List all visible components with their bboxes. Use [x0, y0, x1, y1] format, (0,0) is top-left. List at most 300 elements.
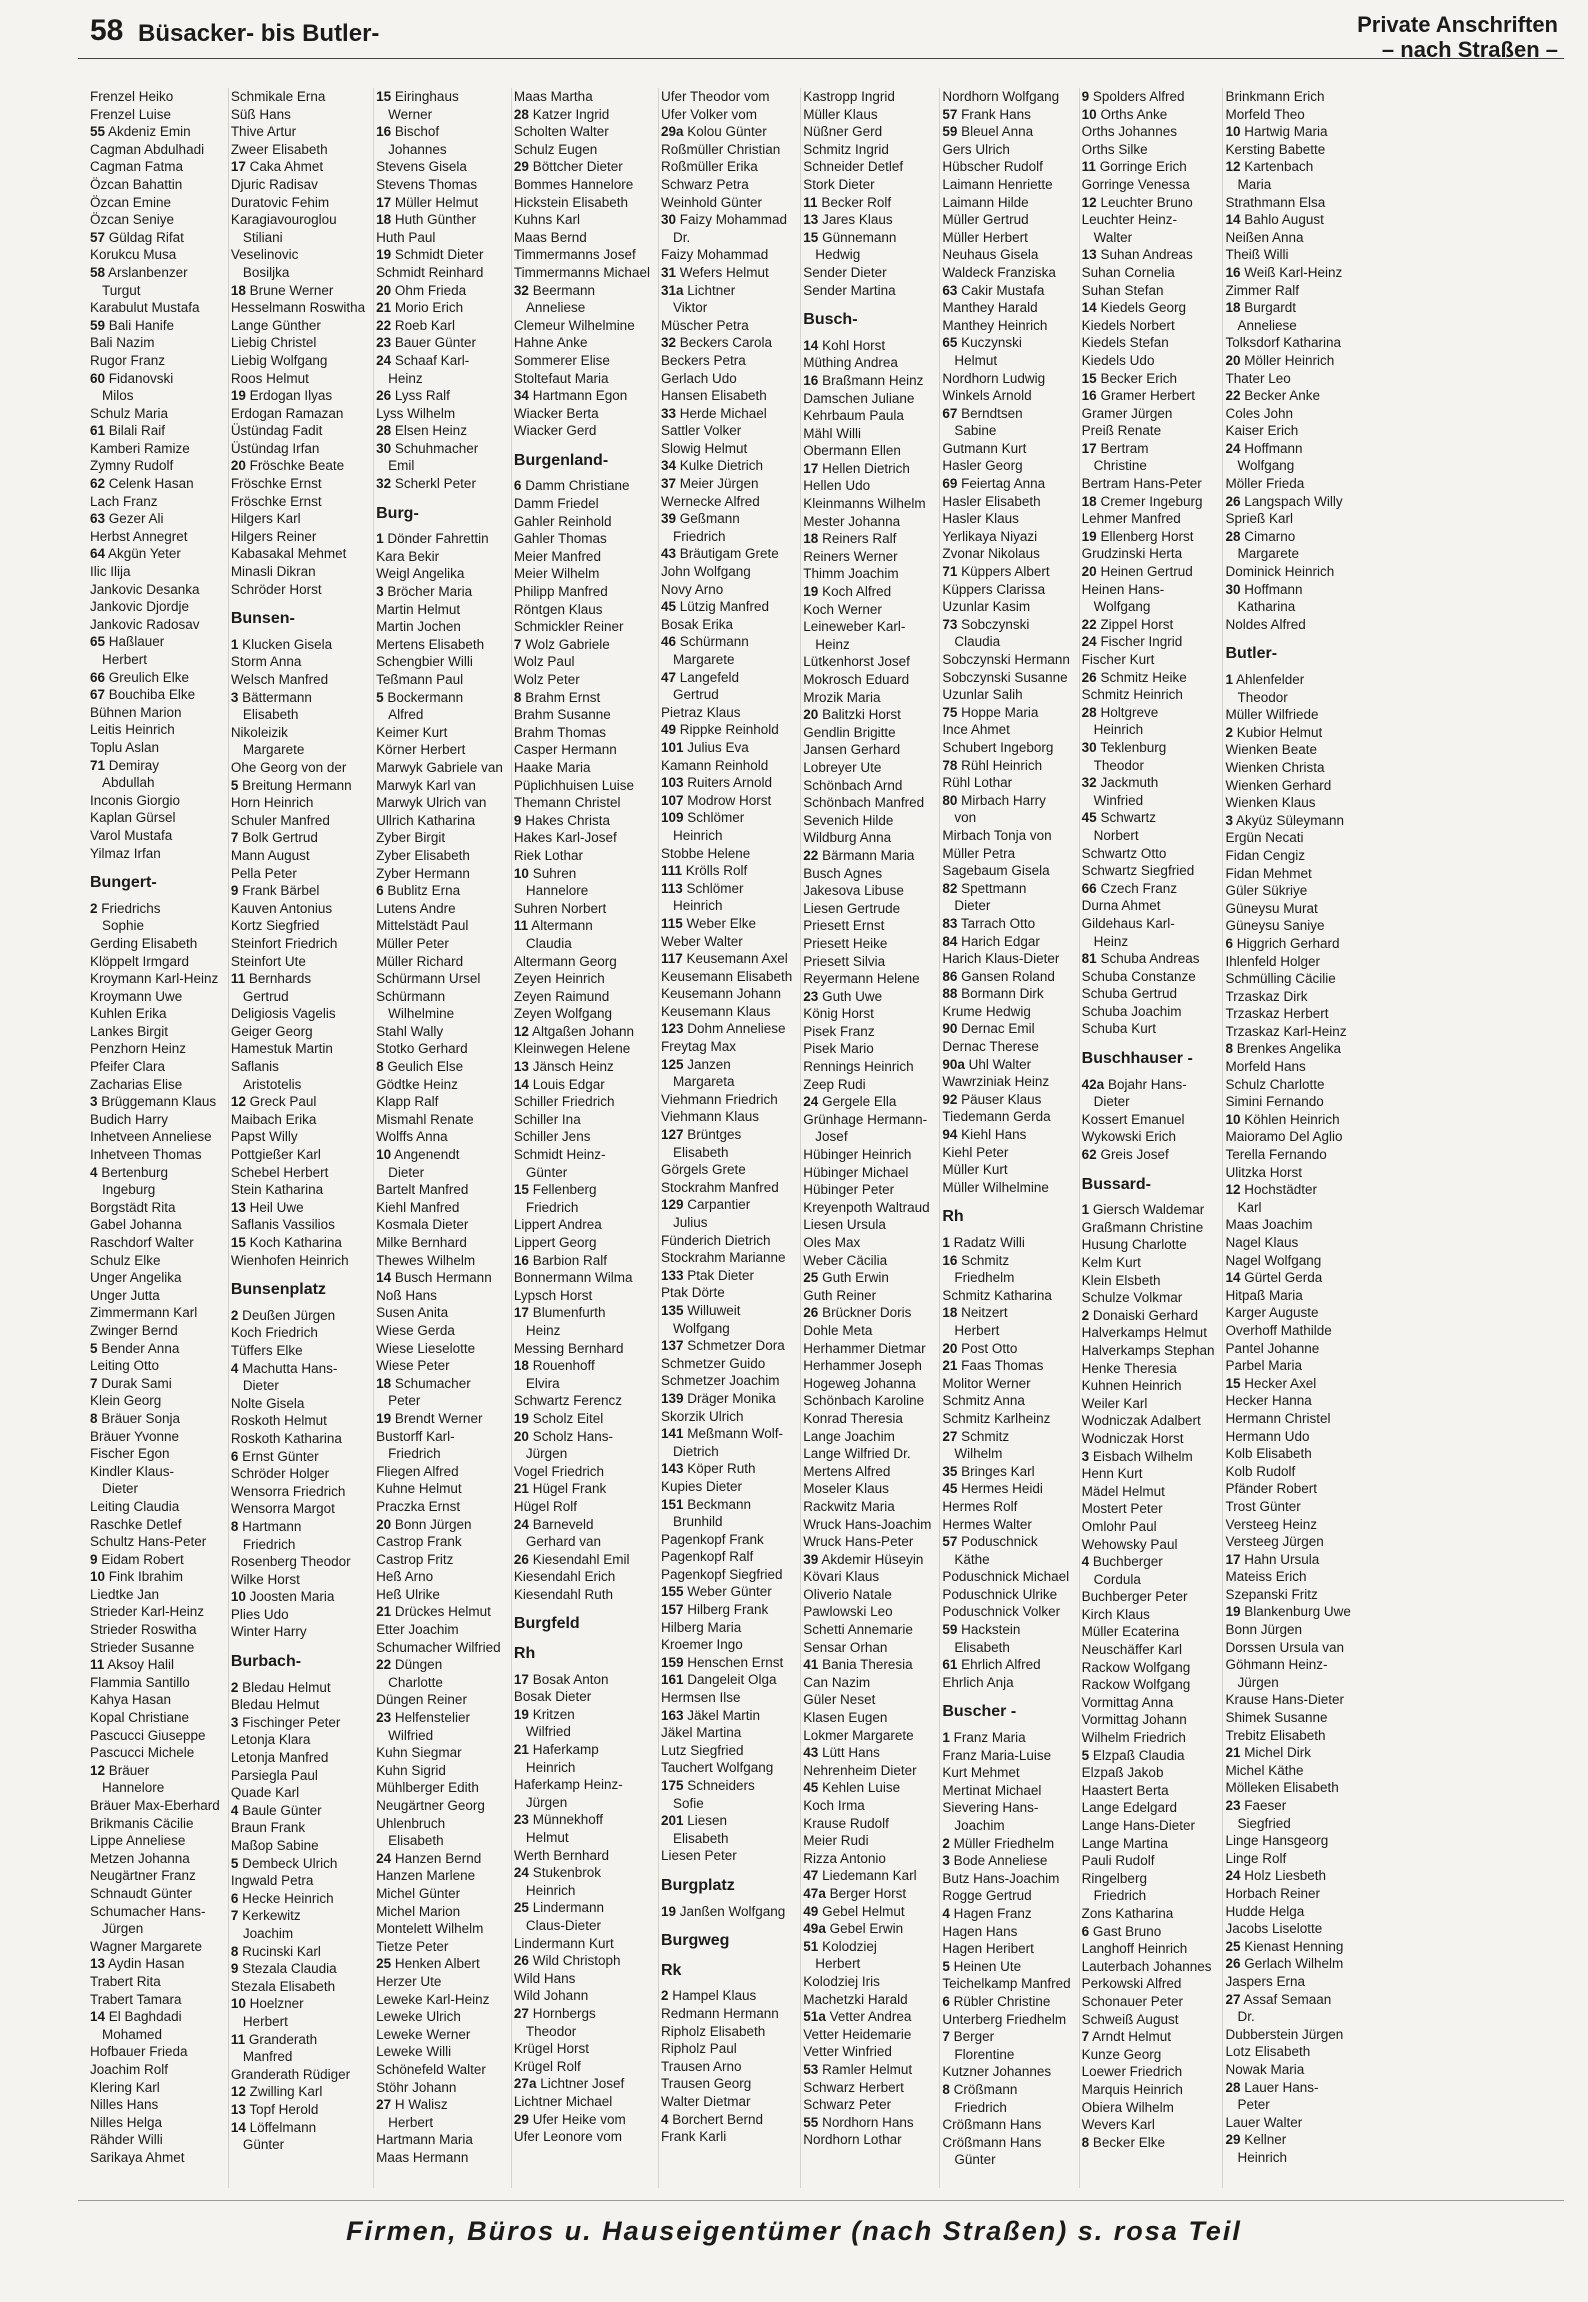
resident-entry: Linge Hansgeorg [1225, 1833, 1329, 1849]
resident-entry: Koch Irma [803, 1798, 865, 1813]
resident-entry: Müller Wilhelmine [942, 1179, 1049, 1195]
resident-entry: Wienken Beate [1225, 742, 1318, 758]
house-number: 4 [90, 1164, 98, 1180]
resident-entry: 19 Erdogan Ilyas [230, 388, 333, 404]
house-number: 12 [1081, 194, 1097, 210]
resident-entry: Gabel Johanna [90, 1217, 182, 1233]
resident-entry: Reyermann Helene [803, 971, 920, 987]
street-heading: Burgweg [660, 1932, 730, 1950]
entry-continuation: Friedrich [388, 1446, 441, 1462]
resident-entry: Schwartz Otto [1081, 845, 1167, 861]
resident-entry: Sender Martina [803, 282, 896, 298]
resident-entry: Özcan Emine [90, 194, 172, 210]
house-number: 3 [230, 689, 239, 705]
resident-entry: Wild Hans [513, 1970, 576, 1986]
resident-entry: 21 Drückes Helmut [376, 1604, 491, 1620]
resident-entry: Teßmann Paul [376, 672, 464, 687]
resident-entry: Perkowski Alfred [1081, 1976, 1182, 1992]
resident-entry: Kossert Emanuel [1081, 1111, 1185, 1127]
house-number: 17 [803, 460, 819, 476]
house-number: 58 [90, 264, 106, 280]
resident-entry: 32 Jackmuth [1081, 775, 1159, 791]
resident-entry: Hesselmann Roswitha [230, 300, 366, 316]
house-number: 28 [376, 423, 392, 439]
entry-continuation: Walter [1093, 229, 1133, 245]
house-number: 24 [1225, 1868, 1241, 1884]
resident-entry: Schiller Friedrich [513, 1094, 615, 1110]
resident-entry: Suhan Stefan [1081, 282, 1164, 298]
house-number: 5 [1081, 1747, 1090, 1763]
resident-entry: Stork Dieter [803, 176, 875, 192]
resident-entry: 3 Eisbach Wilhelm [1081, 1448, 1193, 1464]
house-number: 28 [1225, 2079, 1241, 2095]
resident-entry: Koch Friedrich [230, 1325, 318, 1341]
entry-continuation: Theodor [1237, 689, 1288, 705]
resident-entry: Teichelkamp Manfred [942, 1976, 1071, 1992]
house-number: 5 [230, 1855, 239, 1871]
street-heading: Rh [942, 1208, 964, 1226]
resident-entry: Hasler Georg [942, 458, 1023, 474]
house-number: 3 [376, 584, 384, 600]
resident-entry: Schwartz Siegfried [1081, 863, 1195, 879]
house-number: 5 [942, 1958, 950, 1974]
resident-entry: 92 Päuser Klaus [942, 1091, 1042, 1107]
resident-entry: Marwyk Gabriele van [376, 759, 503, 775]
resident-entry: 29 Böttcher Dieter [513, 159, 623, 175]
resident-entry: 2 Deußen Jürgen [230, 1307, 336, 1323]
house-number: 22 [1225, 388, 1241, 404]
resident-entry: Schuba Joachim [1081, 1003, 1182, 1019]
resident-entry: Kelm Kurt [1081, 1255, 1141, 1270]
resident-entry: 26 Brückner Doris [803, 1305, 912, 1321]
house-number: 26 [513, 1953, 529, 1969]
resident-entry: Hogeweg Johanna [803, 1375, 916, 1391]
resident-entry: Hagen Heribert [942, 1941, 1034, 1957]
resident-entry: Thive Artur [230, 124, 297, 140]
resident-entry: Slowig Helmut [660, 440, 748, 456]
resident-entry: 16 Weiß Karl-Heinz [1225, 264, 1343, 280]
house-number: 14 [513, 1076, 529, 1092]
house-number: 20 [803, 707, 819, 723]
resident-entry: Suhren Norbert [513, 900, 607, 916]
entry-continuation: Margarete [1237, 546, 1300, 562]
resident-entry: 43 Bräutigam Grete [660, 546, 779, 562]
resident-entry: Franz Maria-Luise [942, 1747, 1052, 1763]
resident-entry: Strieder Karl-Heinz [90, 1604, 205, 1620]
entry-continuation: Turgut [102, 282, 141, 298]
resident-entry: Schnaudt Günter [90, 1885, 193, 1901]
resident-entry: Michel Günter [376, 1885, 461, 1901]
house-number: 27 [513, 2005, 529, 2021]
house-number: 12 [230, 2084, 246, 2100]
resident-entry: Zeep Rudi [803, 1076, 866, 1092]
resident-entry: 35 Bringes Karl [942, 1463, 1035, 1479]
resident-entry: Sender Dieter [803, 264, 887, 280]
resident-entry: Lange Hans-Dieter [1081, 1818, 1195, 1833]
resident-entry: 15 Becker Erich [1081, 370, 1177, 386]
resident-entry: 17 Hellen Dietrich [803, 460, 910, 476]
resident-entry: Kroemer Ingo [660, 1637, 743, 1653]
resident-entry: 71 Küppers Albert [942, 564, 1050, 580]
resident-entry: Clemeur Wilhelmine [513, 317, 635, 333]
resident-entry: 15 Eiringhaus [376, 89, 459, 104]
entry-continuation: Christine [1093, 458, 1147, 474]
house-number: 6 [1081, 1923, 1090, 1939]
resident-entry: Reiners Werner [803, 548, 898, 564]
house-number: 157 [660, 1602, 684, 1618]
resident-entry: Roßmüller Erika [660, 159, 758, 175]
house-number: 15 [1081, 370, 1097, 386]
street-heading: Rk [660, 1961, 682, 1979]
resident-entry: Skorzik Ulrich [660, 1408, 744, 1424]
house-number: 17 [1225, 1551, 1241, 1567]
resident-entry: Casper Hermann [513, 742, 617, 758]
footer-note: Firmen, Büros u. Hauseigentümer (nach Straßen) s. rosa Teil [346, 2216, 1242, 2246]
resident-entry: Schweiß August [1081, 2011, 1179, 2027]
resident-entry: Zyber Hermann [376, 865, 470, 881]
resident-entry: Klein Elsbeth [1081, 1272, 1161, 1288]
resident-entry: Wilke Horst [230, 1571, 300, 1587]
resident-entry: Castrop Fritz [376, 1551, 454, 1567]
resident-entry: Lauterbach Johannes [1081, 1958, 1212, 1974]
directory-column [1222, 88, 1350, 2188]
resident-entry: 10 Joosten Maria [230, 1589, 335, 1605]
house-number: 109 [660, 810, 684, 826]
resident-entry: Priesett Ernst [803, 918, 885, 934]
resident-entry: Ullrich Katharina [376, 812, 476, 828]
resident-entry: Yilmaz Irfan [90, 845, 161, 861]
resident-entry: Simini Fernando [1225, 1094, 1324, 1110]
resident-entry: 22 Zippel Horst [1081, 616, 1174, 632]
house-number: 10 [230, 1996, 246, 2012]
resident-entry: Bommes Hannelore [513, 176, 634, 192]
resident-entry: Uhlenbruch [376, 1815, 446, 1831]
resident-entry: Winter Harry [230, 1624, 307, 1640]
resident-entry: Maibach Erika [230, 1111, 317, 1127]
resident-entry: Pascucci Michele [90, 1745, 195, 1761]
resident-entry: Nowak Maria [1225, 2061, 1305, 2077]
house-number: 133 [660, 1267, 684, 1283]
resident-entry: Lange Wilfried Dr. [803, 1446, 911, 1462]
resident-entry: Lotz Elisabeth [1225, 2044, 1311, 2060]
resident-entry: 45 Lützig Manfred [660, 599, 770, 615]
resident-entry: Schmidt Reinhard [376, 264, 484, 280]
resident-entry: 111 Krölls Rolf [660, 863, 748, 879]
resident-entry: Mittelstädt Paul [376, 918, 469, 934]
resident-entry: Wienken Christa [1225, 759, 1325, 775]
resident-entry: Kehrbaum Paula [803, 408, 904, 424]
resident-entry: 14 Gürtel Gerda [1225, 1270, 1323, 1286]
entry-continuation: Johannes [388, 141, 447, 157]
resident-entry: Karagiavouroglou [230, 212, 337, 228]
resident-entry: 8 Brenkes Angelika [1225, 1041, 1342, 1057]
resident-entry: 3 Bättermann [230, 689, 312, 705]
entry-continuation: Gertrud [242, 988, 289, 1004]
resident-entry: 37 Meier Jürgen [660, 476, 759, 492]
resident-entry: 6 Ernst Günter [230, 1448, 319, 1464]
house-number: 11 [230, 2031, 246, 2047]
entry-continuation: Viktor [672, 300, 708, 316]
house-number: 71 [90, 757, 106, 773]
resident-entry: 19 Brendt Werner [376, 1410, 483, 1426]
resident-entry: 23 Bauer Günter [376, 335, 476, 351]
house-number: 6 [376, 883, 384, 899]
house-number: 49 [803, 1903, 819, 1919]
house-number: 4 [230, 1802, 239, 1818]
resident-entry: Graßmann Christine [1081, 1219, 1204, 1235]
resident-entry: 20 Balitzki Horst [803, 707, 901, 723]
house-number: 3 [90, 1094, 98, 1110]
resident-entry: Kiedels Stefan [1081, 335, 1169, 351]
resident-entry: Lippe Anneliese [90, 1833, 186, 1849]
house-number: 18 [513, 1358, 529, 1374]
resident-entry: Frenzel Luise [90, 106, 172, 122]
resident-entry: Schonauer Peter [1081, 1993, 1183, 2009]
resident-entry: Kutzner Johannes [942, 2064, 1052, 2080]
house-number: 23 [376, 335, 392, 351]
entry-continuation: Friedrich [525, 1199, 579, 1215]
resident-entry: Nilles Hans [90, 2097, 159, 2113]
resident-entry: 5 Breitung Hermann [230, 777, 352, 793]
resident-entry: Nordhorn Lothar [803, 2132, 902, 2148]
resident-entry: Maas Bernd [513, 229, 587, 245]
house-number: 45 [1081, 810, 1097, 826]
resident-entry: 88 Bormann Dirk [942, 986, 1044, 1002]
resident-entry: 30 Schuhmacher [376, 440, 479, 456]
resident-entry: 90 Dernac Emil [942, 1021, 1035, 1037]
resident-entry: 155 Weber Günter [660, 1584, 772, 1600]
house-number: 4 [942, 1905, 950, 1921]
entry-continuation: Julius [672, 1215, 708, 1230]
resident-entry: Sevenich Hilde [803, 812, 894, 828]
resident-entry: Müller Peter [376, 935, 449, 951]
resident-entry: Kleinmanns Wilhelm [803, 496, 926, 512]
resident-entry: Penzhorn Heinz [90, 1041, 187, 1057]
resident-entry: Sattler Volker [660, 423, 742, 439]
entry-continuation: Claus-Dieter [525, 1917, 601, 1933]
entry-continuation: Cordula [1093, 1571, 1141, 1587]
house-number: 2 [1081, 1307, 1090, 1323]
resident-entry: Hudde Helga [1225, 1903, 1305, 1919]
entry-continuation: Dietrich [672, 1443, 719, 1459]
house-number: 11 [803, 194, 818, 210]
entry-continuation: Heinz [388, 370, 423, 386]
resident-entry: Viehmann Klaus [660, 1109, 760, 1125]
house-number: 47 [660, 669, 676, 685]
house-number: 84 [942, 933, 958, 949]
resident-entry: Trzaskaz Karl-Heinz [1225, 1023, 1347, 1039]
resident-entry: Dominick Heinrich [1225, 564, 1335, 580]
resident-entry: Zacharias Elise [90, 1076, 183, 1092]
resident-entry: Uzunlar Salih [942, 687, 1023, 703]
resident-entry: 10 Hartwig Maria [1225, 124, 1328, 140]
resident-entry: Sagebaum Gisela [942, 863, 1050, 879]
entry-continuation: Heinrich [525, 1759, 576, 1775]
resident-entry: Wienken Klaus [1225, 795, 1316, 811]
resident-entry: Ufer Volker vom [660, 106, 757, 122]
entry-continuation: Elisabeth [388, 1833, 444, 1849]
resident-entry: Stoltefaut Maria [513, 370, 609, 386]
resident-entry: 21 Haferkamp [513, 1742, 599, 1758]
house-number: 14 [803, 337, 819, 353]
resident-entry: Karabulut Mustafa [90, 300, 200, 316]
resident-entry: Durna Ahmet [1081, 898, 1161, 914]
resident-entry: 7 Bolk Gertrud [230, 830, 318, 846]
resident-entry: 20 Scholz Hans- [513, 1428, 613, 1444]
house-number: 30 [1081, 739, 1097, 755]
resident-entry: Gahler Reinhold [513, 513, 612, 529]
resident-entry: 21 Hügel Frank [513, 1481, 607, 1497]
house-number: 8 [513, 689, 522, 705]
resident-entry: 57 Güldag Rifat [90, 229, 184, 245]
resident-entry: Unger Jutta [90, 1287, 160, 1303]
resident-entry: Klein Georg [90, 1393, 162, 1409]
house-number: 65 [942, 335, 958, 351]
entry-continuation: Wilhelm [954, 1446, 1003, 1462]
resident-entry: Rizza Antonio [803, 1850, 886, 1866]
resident-entry: 18 Brune Werner [230, 282, 334, 298]
resident-entry: Süß Hans [230, 106, 291, 122]
resident-entry: 2 Donaiski Gerhard [1081, 1307, 1198, 1323]
entry-continuation: Siegfried [1237, 1815, 1291, 1831]
resident-entry: 67 Bouchiba Elke [90, 687, 196, 703]
house-number: 175 [660, 1778, 684, 1793]
resident-entry: 24 Fischer Ingrid [1081, 634, 1183, 650]
house-number: 5 [376, 689, 384, 705]
entry-continuation: Jürgen [525, 1446, 568, 1462]
resident-entry: Lippert Andrea [513, 1217, 602, 1233]
house-number: 27 [1225, 1991, 1241, 2007]
resident-entry: Susen Anita [376, 1305, 449, 1321]
house-number: 86 [942, 968, 958, 984]
entry-continuation: Dieter [954, 898, 991, 914]
house-number: 127 [660, 1127, 684, 1143]
resident-entry: Geiger Georg [230, 1023, 313, 1039]
resident-entry: 17 Müller Helmut [376, 194, 479, 210]
resident-entry: Toplu Aslan [90, 739, 160, 755]
resident-entry: Guth Reiner [803, 1287, 877, 1303]
resident-entry: Schwartz Ferencz [513, 1393, 622, 1409]
house-number: 17 [230, 159, 246, 175]
resident-entry: 9 Stezala Claudia [230, 1961, 337, 1977]
resident-entry: Ringelberg [1081, 1870, 1147, 1886]
resident-entry: 16 Braßmann Heinz [803, 372, 924, 388]
entry-continuation: Dieter [388, 1164, 425, 1180]
resident-entry: Manthey Harald [942, 300, 1038, 316]
entry-continuation: Friedrich [954, 2099, 1007, 2115]
entry-continuation: Claudia [954, 634, 1001, 650]
resident-entry: 62 Greis Josef [1081, 1147, 1169, 1163]
resident-entry: Poduschnick Volker [942, 1604, 1061, 1620]
house-number: 20 [942, 1340, 958, 1356]
resident-entry: Schulz Maria [90, 405, 169, 421]
resident-entry: Faizy Mohammad [660, 247, 769, 263]
resident-entry: Brikmanis Cäcilie [90, 1815, 194, 1831]
resident-entry: Gildehaus Karl- [1081, 915, 1175, 931]
house-number: 10 [1081, 106, 1097, 122]
resident-entry: Brinkmann Erich [1225, 89, 1325, 104]
resident-entry: Heinen Hans- [1081, 581, 1165, 597]
resident-entry: Mrozik Maria [803, 689, 881, 705]
house-number: 2 [90, 900, 98, 916]
house-number: 90a [942, 1056, 965, 1072]
resident-entry: Schiller Jens [513, 1129, 591, 1145]
resident-entry: 18 Neitzert [942, 1305, 1008, 1321]
house-number: 14 [1081, 300, 1097, 316]
resident-entry: 16 Gramer Herbert [1081, 388, 1195, 404]
house-number: 32 [376, 476, 392, 492]
resident-entry: Parsiegla Paul [230, 1767, 318, 1783]
resident-entry: Lypsch Horst [513, 1287, 593, 1303]
resident-entry: Güneysu Saniye [1225, 918, 1325, 934]
resident-entry: Damm Friedel [513, 496, 599, 512]
resident-entry: Omlohr Paul [1081, 1518, 1157, 1534]
house-number: 45 [803, 1780, 819, 1796]
resident-entry: 13 Heil Uwe [230, 1199, 304, 1215]
resident-entry: Krause Rudolf [803, 1815, 889, 1831]
resident-entry: Hübinger Peter [803, 1182, 895, 1198]
resident-entry: 34 Hartmann Egon [513, 388, 628, 404]
resident-entry: Joachim Rolf [90, 2061, 169, 2077]
resident-entry: Krügel Horst [513, 2041, 589, 2057]
resident-entry: 163 Jäkel Martin [660, 1707, 761, 1723]
house-number: 55 [803, 2114, 819, 2130]
house-number: 15 [1225, 1375, 1241, 1391]
resident-entry: Schwarz Petra [660, 176, 749, 192]
resident-entry: Küppers Clarissa [942, 581, 1046, 597]
resident-entry: 24 Barneveld [513, 1516, 594, 1532]
resident-entry: 14 Busch Hermann [376, 1270, 492, 1286]
resident-entry: Ufer Theodor vom [660, 89, 770, 104]
resident-entry: Korukcu Musa [90, 247, 177, 263]
resident-entry: 15 Hecker Axel [1225, 1375, 1317, 1391]
resident-entry: Kleinwegen Helene [513, 1041, 631, 1057]
house-number: 47a [803, 1885, 826, 1901]
house-number: 14 [376, 1270, 392, 1286]
resident-entry: 2 Müller Friedhelm [942, 1835, 1055, 1851]
resident-entry: Timmermanns Josef [513, 247, 636, 263]
resident-entry: 32 Beermann [513, 282, 595, 298]
resident-entry: 27 H Walisz [376, 2097, 448, 2113]
section-title-line2: – nach Straßen – [1381, 37, 1558, 62]
resident-entry: Harich Klaus-Dieter [942, 951, 1060, 967]
entry-continuation: Peter [1237, 2097, 1270, 2113]
resident-entry: 5 Bender Anna [90, 1340, 180, 1356]
resident-entry: 15 Fellenberg [513, 1182, 597, 1198]
house-number: 8 [230, 1518, 239, 1534]
street-heading: Buscher - [942, 1703, 1017, 1721]
entry-continuation: Wilfried [388, 1727, 434, 1743]
resident-entry: Jacobs Liselotte [1225, 1921, 1323, 1937]
resident-entry: 33 Herde Michael [660, 405, 767, 421]
resident-entry: Mühlberger Edith [376, 1780, 479, 1796]
resident-entry: Zweer Elisabeth [230, 141, 328, 157]
resident-entry: 143 Köper Ruth [660, 1461, 756, 1477]
resident-entry: Sobczynski Susanne [942, 669, 1068, 685]
resident-entry: Neißen Anna [1225, 229, 1304, 245]
section-title-line1: Private Anschriften [1357, 12, 1558, 37]
entry-continuation: Herbert [815, 1956, 861, 1972]
house-number: 10 [1225, 1111, 1241, 1127]
resident-entry: 18 Burgardt [1225, 300, 1297, 316]
resident-entry: 39 Geßmann [660, 511, 740, 527]
resident-entry: Walter Dietmar [660, 2093, 751, 2109]
entry-continuation: Hannelore [102, 1780, 165, 1796]
resident-entry: Grudzinski Herta [1081, 546, 1183, 562]
resident-entry: Nagel Klaus [1225, 1235, 1299, 1250]
resident-entry: 34 Kulke Dietrich [660, 458, 764, 474]
resident-entry: Pagenkopf Ralf [660, 1549, 754, 1565]
